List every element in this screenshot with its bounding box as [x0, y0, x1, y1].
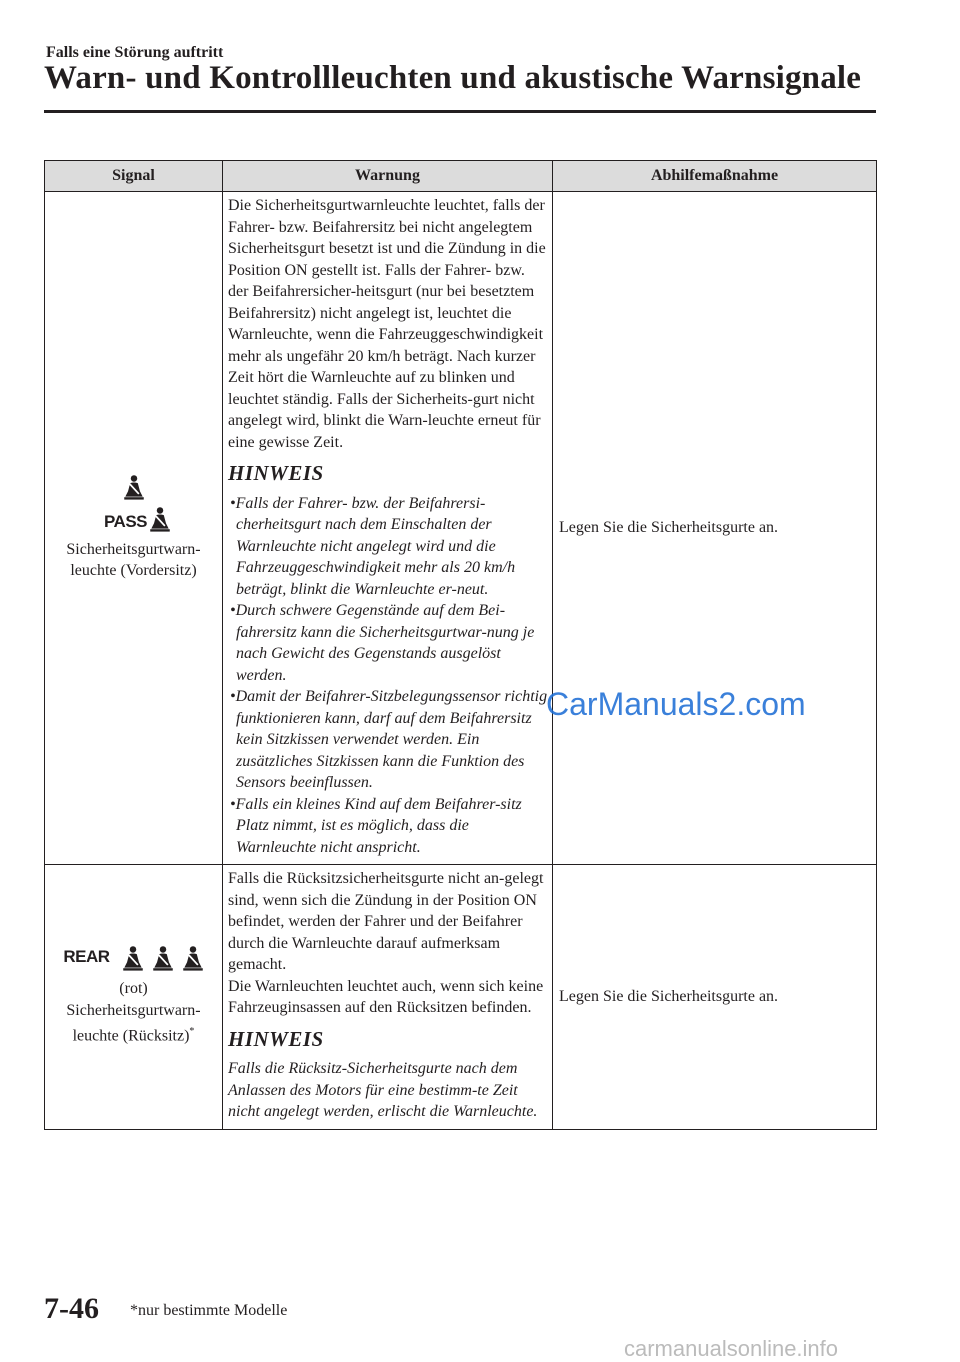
note-item: •Falls ein kleines Kind auf dem Beifahrer-sitz Platz nimmt, ist es möglich, dass die Warnleuchte nicht anspricht.: [230, 795, 522, 856]
page-title: Warn- und Kontrollleuchten und akustische Warnsignale: [44, 60, 862, 96]
rear-icon-label: REAR: [63, 947, 110, 967]
seatbelt-icon: [152, 946, 174, 972]
note-item: •Damit der Beifahrer-Sitzbelegungssensor richtig funktionieren kann, darf auf dem Beifahrersitz kein Sitzkissen verwendet werden. Ein zusätzliches Sitzkissen kann die Funktion des Sensors beeinflussen.: [230, 688, 548, 791]
warning-light-table: [44, 160, 877, 1130]
column-header-signal: Signal: [45, 161, 223, 192]
signal-cell: [45, 192, 223, 865]
pass-icon-label: PASS: [103, 512, 148, 531]
warning-text: Falls die Rücksitzsicherheitsgurte nicht an-gelegt sind, wenn sich die Zündung in der Position ON befindet, werden der Fahrer und der Beifahrer durch die Warnleuchte darauf aufmerksam gemacht.: [228, 870, 544, 973]
action-cell: Legen Sie die Sicherheitsgurte an.: [553, 865, 877, 1130]
column-header-abhilfe: Abhilfemaßnahme: [553, 161, 877, 192]
signal-label: Sicherheitsgurtwarn-leuchte (Rücksitz)*: [66, 1001, 201, 1045]
table-row: [45, 865, 877, 1130]
seatbelt-icon: [123, 475, 145, 501]
title-rule: [44, 110, 876, 113]
table-row: [45, 192, 877, 865]
note-item: •Falls der Fahrer- bzw. der Beifahrersi-cherheitsgurt nach dem Einschalten der Warnleuchte nicht angelegt wird und die Fahrzeuggeschwindigkeit mehr als 20 km/h beträgt, blinkt die Warnleuchte er-neut.: [230, 494, 516, 598]
page-number: 7-46: [44, 1292, 99, 1325]
hinweis-heading: HINWEIS: [228, 1026, 324, 1051]
seatbelt-icon: [149, 507, 171, 533]
section-heading: Falls eine Störung auftritt: [46, 44, 224, 61]
warning-cell: [223, 865, 553, 1130]
signal-cell: [45, 865, 223, 1130]
color-label: (rot): [119, 980, 148, 998]
note-text: Falls die Rücksitz-Sicherheitsgurte nach dem Anlassen des Motors für eine bestimm-te Zeit nicht angelegt werden, erlischt die Warnleuchte.: [228, 1060, 538, 1120]
warning-text: Die Sicherheitsgurtwarnleuchte leuchtet, falls der Fahrer- bzw. Beifahrersitz bei nicht angelegtem Sicherheitsgurt besetzt ist und die Zündung in die Position ON gestellt ist. Falls der Fahrer- bzw. der Beifahrersicher-heitsgurt (nur bei besetztem Beifahrersitz) nicht angelegt ist, leuchtet die Warnleuchte, wenn die Fahrzeuggeschwindigkeit mehr als ungefähr 20 km/h beträgt. Nach kurzer Zeit hört die Warnleuchte auf zu blinken und leuchtet ständig. Falls der Sicherheits-gurt nicht angelegt wird, blinkt die Warn-leuchte erneut für eine gewisse Zeit.: [228, 197, 546, 451]
footnote-marker: *: [189, 1026, 195, 1038]
column-header-warnung: Warnung: [223, 161, 553, 192]
warning-cell: [223, 192, 553, 865]
watermark-text: CarManuals2.com: [546, 686, 806, 722]
signal-label: Sicherheitsgurtwarn-leuchte (Vordersitz): [66, 540, 201, 579]
seatbelt-icon: [182, 946, 204, 972]
hinweis-heading: HINWEIS: [228, 461, 324, 485]
table-header-row: [45, 161, 877, 192]
seatbelt-icon: [122, 946, 144, 972]
note-list: [228, 493, 548, 859]
footnote: *nur bestimmte Modelle: [130, 1302, 288, 1319]
action-cell: Legen Sie die Sicherheitsgurte an.: [553, 192, 877, 865]
warning-text-extra: Die Warnleuchten leuchtet auch, wenn sich keine Fahrzeuginsassen auf den Rücksitzen befinden.: [228, 977, 544, 1016]
note-item: •Durch schwere Gegenstände auf dem Bei-fahrersitz kann die Sicherheitsgurtwar-nung je nach Gewicht des Gegenstands ausgelöst werden.: [230, 602, 535, 684]
site-watermark: carmanualsonline.info: [624, 1336, 839, 1361]
